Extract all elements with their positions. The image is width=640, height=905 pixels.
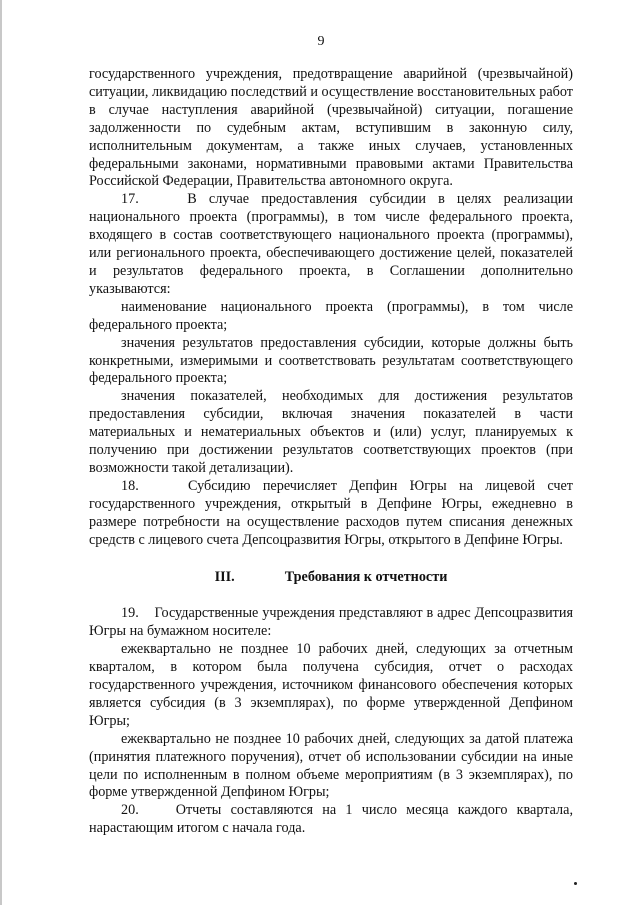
section-number: III. bbox=[214, 569, 235, 586]
paragraph: наименование национального проекта (программы), в том числе федерального проекта; bbox=[89, 298, 573, 333]
paragraph: ежеквартально не позднее 10 рабочих дней, следующих за отчетным кварталом, в котором была получена субсидия, отчет о расходах государственного учреждения, источником финансового обеспечения которых является субсидия (в 3 экземплярах), по форме утвержденной Депфином Югры; bbox=[89, 641, 573, 729]
paragraph: значения результатов предоставления субсидии, которые должны быть конкретными, измеримыми и соответствовать результатам соответствующего федерального проекта; bbox=[89, 334, 573, 387]
paragraph: ежеквартально не позднее 10 рабочих дней, следующих за датой платежа (принятия платежного поручения), отчет об использовании субсидии на иные цели по исполненным в полном объеме мероприятиям (в 3 экземплярах), по форме утвержденной Депфином Югры; bbox=[89, 730, 573, 801]
paragraph: значения показателей, необходимых для достижения результатов предоставления субсидии, включая значения показателей в части материальных и нематериальных объектов и (или) услуг, планируемых к получению при достижении результатов соответствующих проектов (при возможности такой детализации). bbox=[89, 388, 573, 476]
document-body bbox=[89, 66, 573, 838]
paragraph: 20. Отчеты составляются на 1 число месяца каждого квартала, нарастающим итогом с начала года. bbox=[89, 802, 573, 837]
paragraph: государственного учреждения, предотвращение аварийной (чрезвычайной) ситуации, ликвидацию последствий и осуществление восстановительных работ в случае наступления аварийной (чрезвычайной) ситуации, погашение задолженности по судебным актам, вступившим в законную силу, исполнительным документам, а также иных случаев, установленных федеральными законами, нормативными правовыми актами Правительства Российской Федерации, Правительства автономного округа. bbox=[89, 66, 573, 190]
section-title: Требования к отчетности bbox=[284, 569, 448, 586]
paragraphs-after-section bbox=[89, 605, 573, 838]
paragraph: 18. Субсидию перечисляет Депфин Югры на лицевой счет государственного учреждения, открытый в Депфине Югры, ежедневно в размере потребности на осуществление расходов путем списания денежных средств с лицевого счета Депсоцразвития Югры, открытого в Депфине Югры. bbox=[89, 477, 573, 548]
paragraph: 17. В случае предоставления субсидии в целях реализации национального проекта (программы), в том числе федерального проекта, входящего в состав соответствующего национального проекта (программы), или регионального проекта, обеспечивающего достижение целей, показателей и результатов федерального проекта, в Соглашении дополнительно указываются: bbox=[89, 191, 573, 297]
page-number: 9 bbox=[317, 34, 325, 49]
section-heading bbox=[89, 569, 573, 587]
scan-dot-mark bbox=[574, 882, 577, 885]
paragraphs-before-section bbox=[89, 66, 573, 549]
paragraph: 19. Государственные учреждения представляют в адрес Депсоцразвития Югры на бумажном носителе: bbox=[89, 605, 573, 640]
